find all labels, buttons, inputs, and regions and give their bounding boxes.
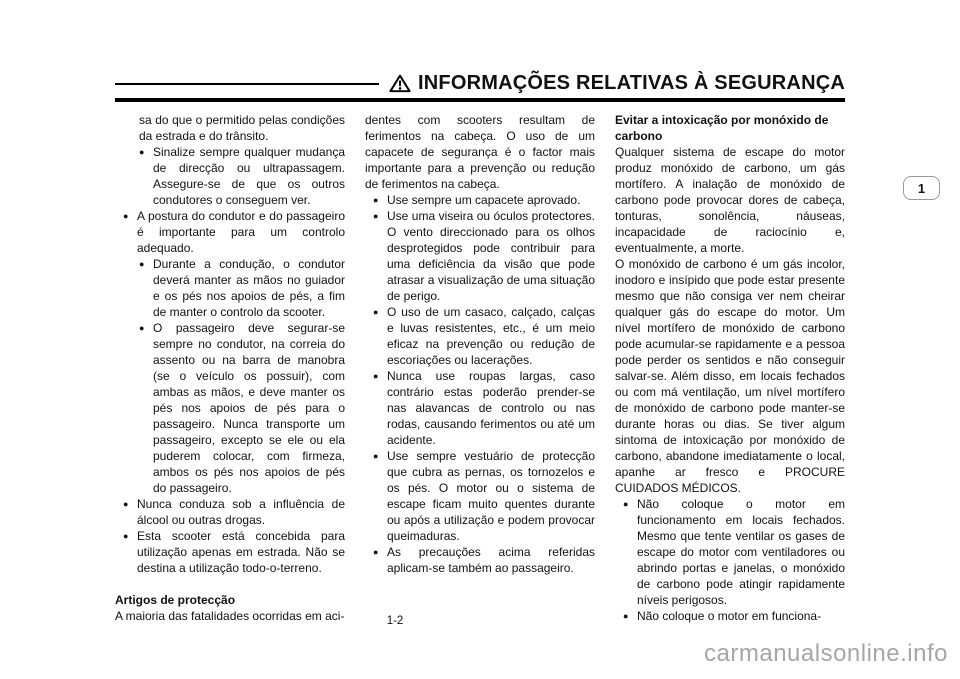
bullet-text: Esta scooter está concebida para utilização apenas em estrada. Não se destina a utilização todo-o-terreno. <box>137 529 345 575</box>
bullet-icon: ● <box>123 499 129 509</box>
bullet-item <box>115 528 345 576</box>
bullet-item <box>115 208 345 256</box>
bullet-text: Não coloque o motor em funcionamento em locais fechados. Mesmo que tente ventilar os gases de escape do motor com ventiladores ou abrindo portas e janelas, o monóxido de carbono pode atingir rapidamente níveis perigosos. <box>637 497 845 607</box>
bullet-text: O passageiro deve segurar-se sempre no condutor, na correia do assento ou na barra de manobra (se o veículo os possuir), com ambas as mãos, e deve manter os pés nos apoios de pés para o passageiro. Nunca transporte um passageiro, excepto se ele ou ela puderem colocar, com firmeza, ambos os pés nos apoios de pés do passageiro. <box>153 321 345 495</box>
paragraph: A maioria das fatalidades ocorridas em aci- <box>115 609 345 623</box>
page-header <box>115 72 845 102</box>
warning-icon <box>389 74 411 93</box>
bullet-icon: ● <box>123 211 129 221</box>
header-rule-bottom <box>115 98 845 102</box>
bullet-icon: ● <box>373 307 379 317</box>
paragraph: dentes com scooters resultam de ferimentos na cabeça. O uso de um capacete de segurança é o factor mais importante para a prevenção ou redução de ferimentos na cabeça. <box>365 113 595 191</box>
bullet-item <box>365 208 595 304</box>
bullet-item <box>365 368 595 448</box>
bullet-text: O uso de um casaco, calçado, calças e luvas resistentes, etc., é um meio eficaz na prevenção ou redução de escoriações ou lacerações. <box>387 305 595 367</box>
bullet-item <box>365 448 595 544</box>
bullet-icon: ● <box>139 259 145 269</box>
bullet-text: Durante a condução, o condutor deverá manter as mãos no guiador e os pés nos apoios de pés, a fim de manter o controlo da scooter. <box>153 257 345 319</box>
section-heading: Artigos de protecção <box>115 593 236 607</box>
bullet-item <box>365 544 595 576</box>
bullet-item <box>115 496 345 528</box>
chapter-tab-number: 1 <box>917 180 926 196</box>
bullet-icon: ● <box>623 499 629 509</box>
column-1 <box>115 112 345 624</box>
bullet-item <box>115 320 345 496</box>
chapter-tab <box>903 176 940 200</box>
bullet-icon: ● <box>139 147 145 157</box>
bullet-item <box>115 256 345 320</box>
bullet-icon: ● <box>373 371 379 381</box>
bullet-text: Nunca conduza sob a influência de álcool ou outras drogas. <box>137 497 345 527</box>
paragraph: O monóxido de carbono é um gás incolor, inodoro e insípido que pode estar presente mesmo que não consiga ver nem cheirar qualquer gás do escape do motor. Um nível mortífero de monóxido de carbono pode acumular-se rapidamente e a pessoa pode perder os sentidos e não conseguir salvar-se. Além disso, em locais fechados ou com má ventilação, um nível mortífero de monóxido de carbono pode manter-se durante horas ou dias. Se tiver algum sintoma de intoxicação por monóxido de carbono, abandone imediatamente o local, apanhe ar fresco e PROCURE CUIDADOS MÉDICOS. <box>615 257 845 495</box>
bullet-text: Use sempre um capacete aprovado. <box>387 193 581 207</box>
bullet-icon: ● <box>373 211 379 221</box>
paragraph: Qualquer sistema de escape do motor produz monóxido de carbono, um gás mortífero. A inalação de monóxido de carbono pode provocar dores de cabeça, tonturas, sonolência, náuseas, incapacidade de raciocínio e, eventualmente, a morte. <box>615 145 845 255</box>
section-heading: Evitar a intoxicação por monóxido de carbono <box>615 113 829 143</box>
bullet-icon: ● <box>123 531 129 541</box>
page-number: 1-2 <box>386 615 404 627</box>
bullet-icon: ● <box>373 547 379 557</box>
paragraph: sa do que o permitido pelas condições da estrada e do trânsito. <box>139 113 345 143</box>
bullet-icon: ● <box>373 451 379 461</box>
bullet-text: Não coloque o motor em funciona- <box>637 609 822 623</box>
header-title-row <box>115 72 845 95</box>
bullet-text: Sinalize sempre qualquer mudança de direcção ou ultrapassagem. Assegure-se de que os outros condutores o conseguem ver. <box>153 145 345 207</box>
bullet-item <box>615 496 845 608</box>
bullet-text: Nunca use roupas largas, caso contrário estas poderão prender-se nas alavancas de controlo ou nas rodas, causando ferimentos ou até um acidente. <box>387 369 595 447</box>
header-rule-left <box>115 83 379 85</box>
chapter-title: INFORMAÇÕES RELATIVAS À SEGURANÇA <box>418 72 845 94</box>
bullet-item <box>365 304 595 368</box>
text-columns <box>115 112 845 624</box>
bullet-text: As precauções acima referidas aplicam-se também ao passageiro. <box>387 545 595 575</box>
bullet-icon: ● <box>373 195 379 205</box>
bullet-icon: ● <box>623 611 629 621</box>
bullet-text: Use uma viseira ou óculos protectores. O vento direccionado para os olhos desprotegidos pode contribuir para uma deficiência da visão que pode atrasar a visualização de uma situação de perigo. <box>387 209 595 303</box>
bullet-icon: ● <box>139 323 145 333</box>
bullet-text: Use sempre vestuário de protecção que cubra as pernas, os tornozelos e os pés. O motor ou o sistema de escape ficam muito quentes durante ou após a utilização e podem provocar queimaduras. <box>387 449 595 543</box>
column-3 <box>615 112 845 624</box>
bullet-item <box>115 144 345 208</box>
bullet-item <box>365 192 595 208</box>
bullet-text: A postura do condutor e do passageiro é importante para um controlo adequado. <box>137 209 345 255</box>
watermark-text: carmanualsonline.info <box>704 640 948 667</box>
column-2 <box>365 112 595 624</box>
